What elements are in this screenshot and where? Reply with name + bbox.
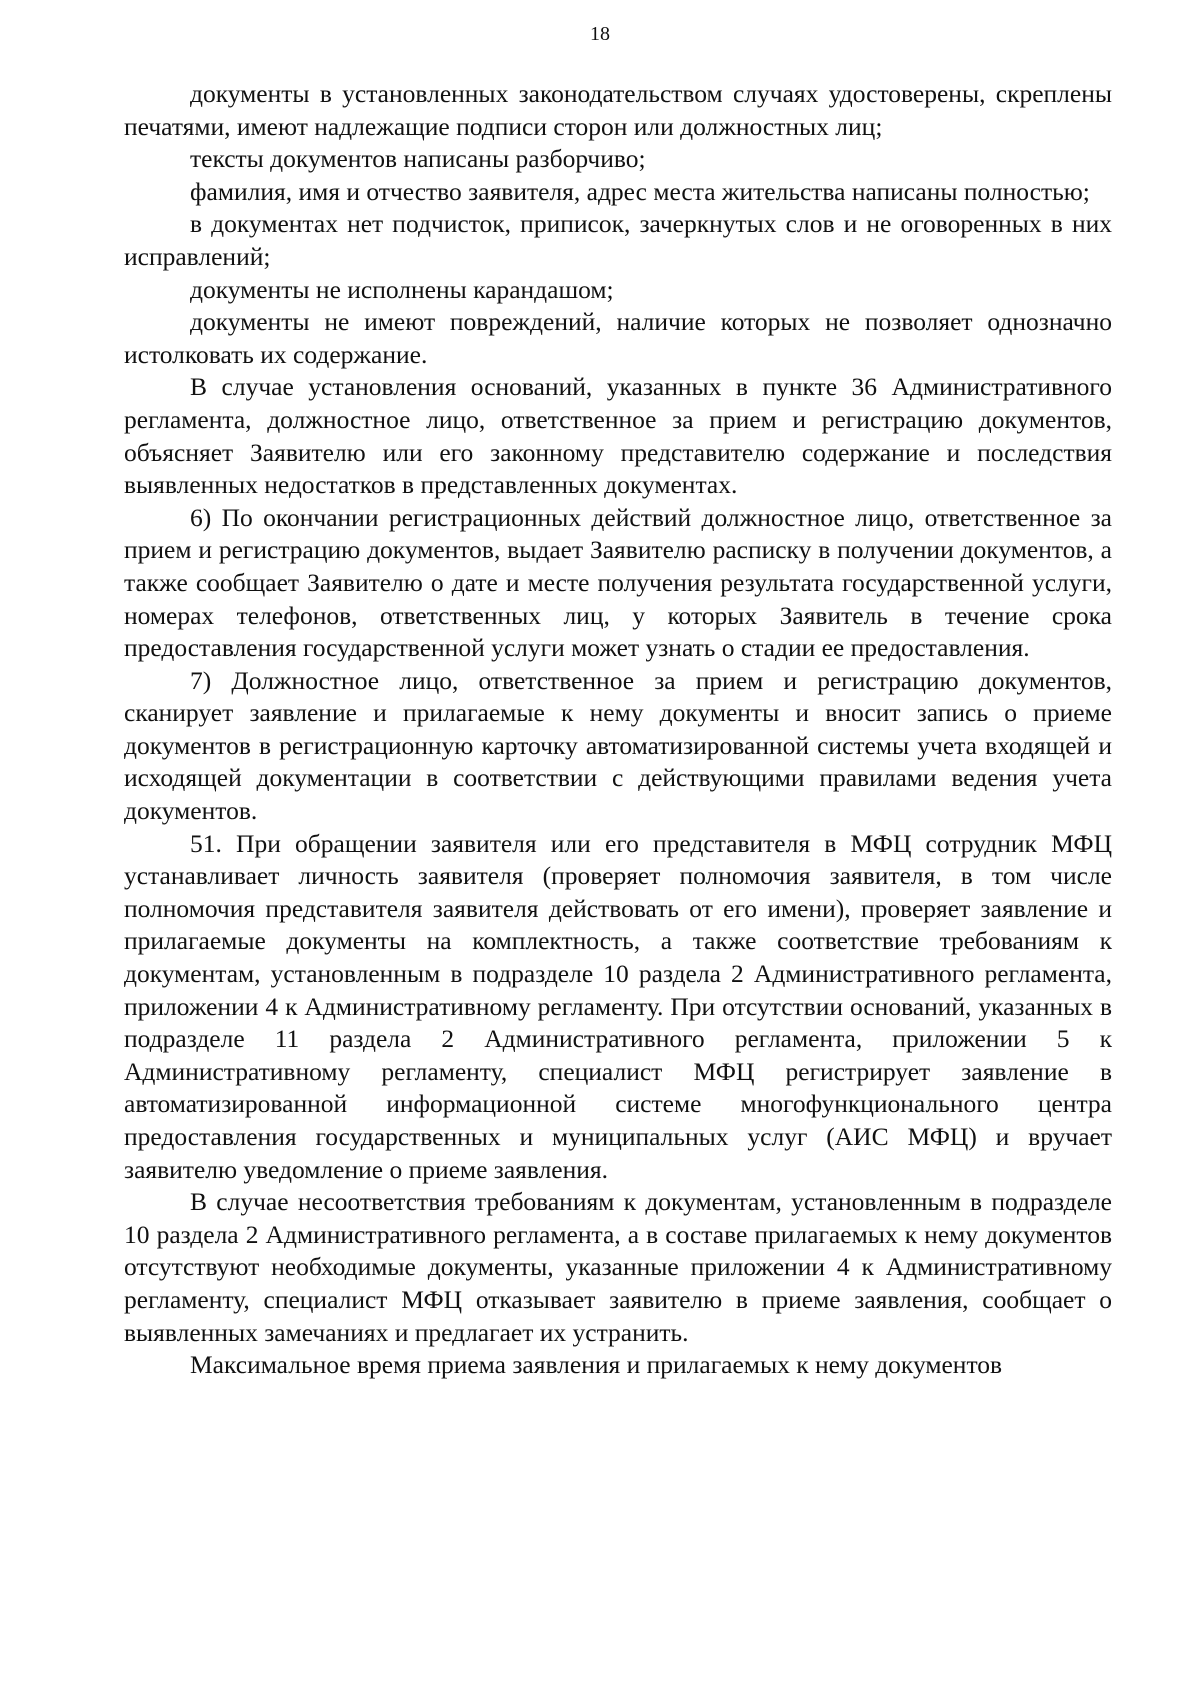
paragraph-max-reception-time: Максимальное время приема заявления и прилагаемых к нему документов (190, 1350, 1003, 1380)
paragraph-not-in-pencil: документы не исполнены карандашом; (190, 274, 614, 304)
paragraph-item-6-receipt: 6) По окончании регистрационных действий должностное лицо, ответственное за прием и регистрацию документов, выдает Заявителю расписку в получении документов, а также сообщает Заявителю о дате и месте получения результата государственной услуги, номерах телефонов, ответственных лиц, у которых Заявитель в течение срока предоставления государственной услуги может узнать о стадии ее предоставления. (124, 502, 1112, 663)
paragraph-full-name-address: фамилия, имя и отчество заявителя, адрес места жительства написаны полностью; (190, 176, 1090, 206)
document-body (124, 78, 1112, 1382)
page-number: 18 (590, 23, 610, 45)
paragraph-clause-51-mfc: 51. При обращении заявителя или его представителя в МФЦ сотрудник МФЦ устанавливает личность заявителя (проверяет полномочия заявителя, в том числе полномочия представителя заявителя действовать от его имени), проверяет заявление и прилагаемые документы на комплектность, а также соответствие требованиям к документам, установленным в подразделе 10 раздела 2 Административного регламента, приложении 4 к Административному регламенту. При отсутствии оснований, указанных в подразделе 11 раздела 2 Административного регламента, приложении 5 к Административному регламенту, специалист МФЦ регистрирует заявление в автоматизированной информационной системе многофункционального центра предоставления государственных и муниципальных услуг (АИС МФЦ) и вручает заявителю уведомление о приеме заявления. (124, 828, 1112, 1184)
paragraph-texts-legible: тексты документов написаны разборчиво; (190, 144, 646, 174)
paragraph-documents-certified: документы в установленных законодательством случаях удостоверены, скреплены печатями, имеют надлежащие подписи сторон или должностных лиц; (124, 79, 1112, 141)
paragraph-item-7-scanning: 7) Должностное лицо, ответственное за прием и регистрацию документов, сканирует заявление и прилагаемые к нему документы и вносит запись о приеме документов в регистрационную карточку автоматизированной системы учета входящей и исходящей документации в соответствии с действующими правилами ведения учета документов. (124, 665, 1112, 826)
paragraph-grounds-clause-36: В случае установления оснований, указанных в пункте 36 Административного регламента, должностное лицо, ответственное за прием и регистрацию документов, объясняет Заявителю или его законному представителю содержание и последствия выявленных недостатков в представленных документах. (124, 372, 1112, 500)
paragraph-mfc-refusal: В случае несоответствия требованиям к документам, установленным в подразделе 10 раздела 2 Административного регламента, а в составе прилагаемых к нему документов отсутствуют необходимые документы, указанные приложении 4 к Административному регламенту, специалист МФЦ отказывает заявителю в приеме заявления, сообщает о выявленных замечаниях и предлагает их устранить. (124, 1187, 1112, 1347)
paragraph-no-corrections: в документах нет подчисток, приписок, зачеркнутых слов и не оговоренных в них исправлений; (124, 209, 1112, 271)
paragraph-no-damage: документы не имеют повреждений, наличие которых не позволяет однозначно истолковать их содержание. (124, 307, 1112, 369)
